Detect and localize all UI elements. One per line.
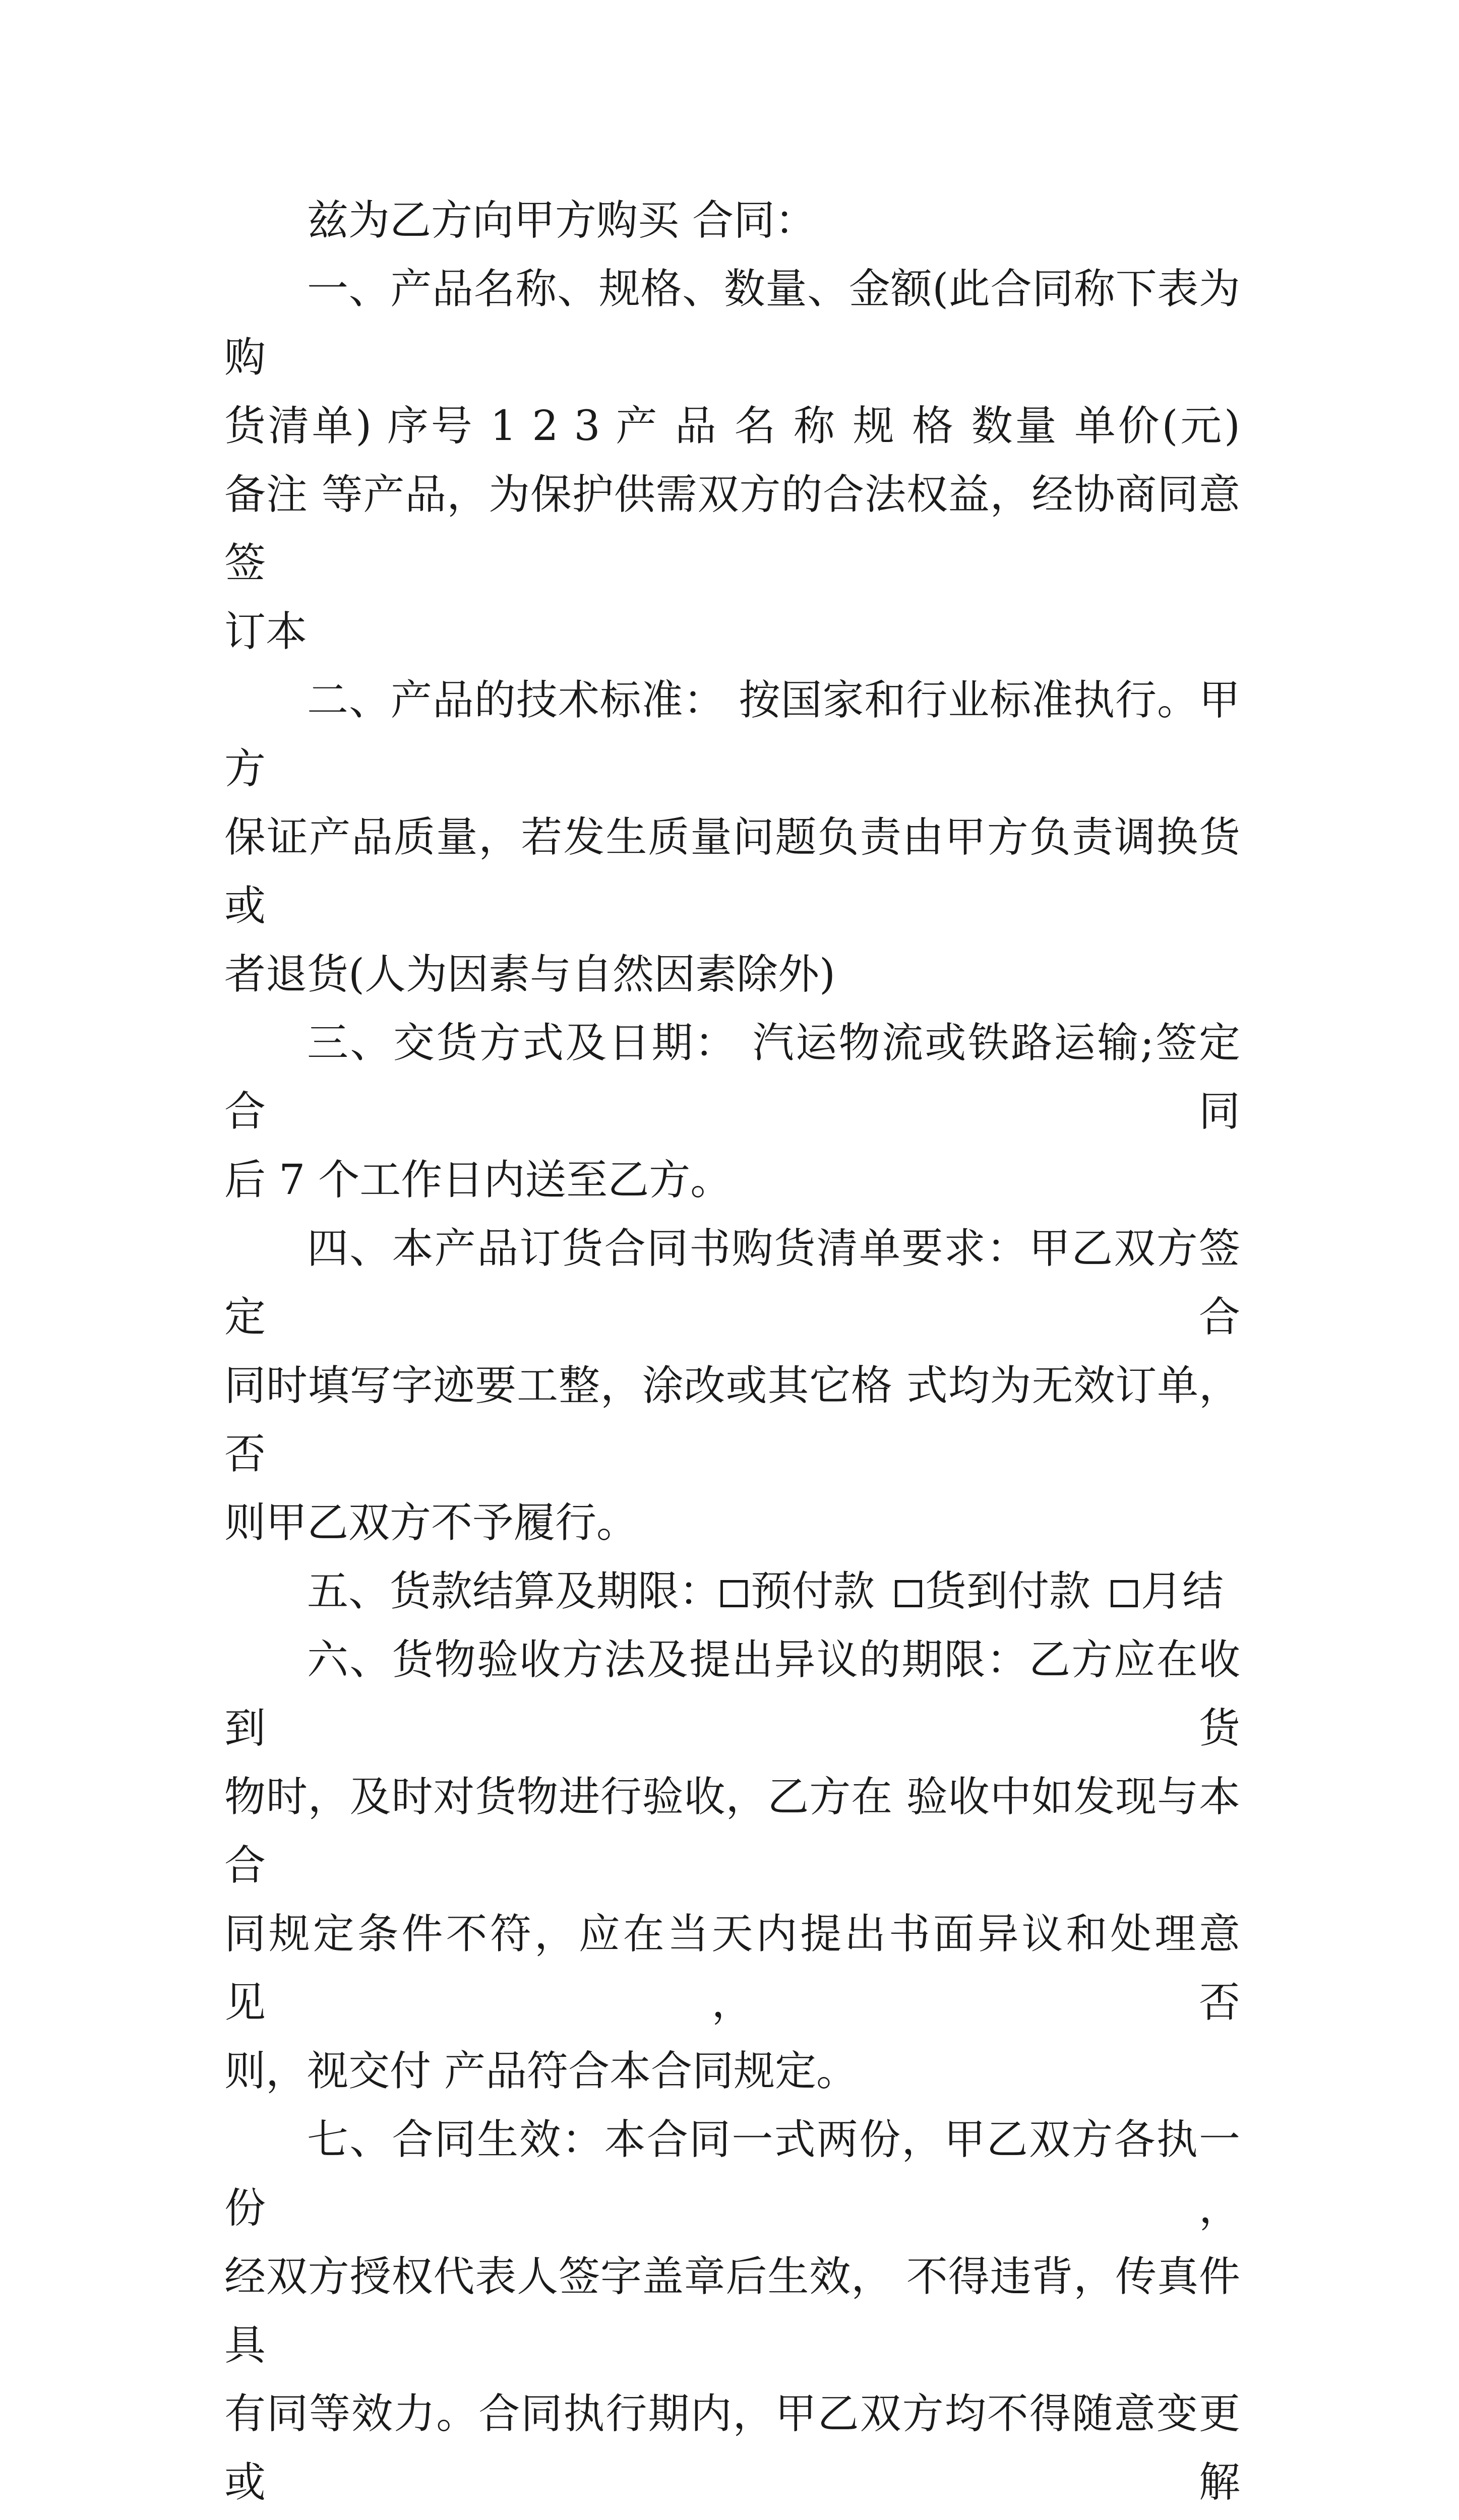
clause-6 (224, 1626, 1240, 2106)
clause-6-line: 同规定条件不符，应在当天内提出书面异议和处理意见，否 (224, 1910, 1240, 2027)
clause-4 (224, 1215, 1240, 1557)
clause-1-line: 货清单) 序号 1 2 3 产 品 名 称 规 格 数量 单价(元) (224, 402, 1240, 450)
clause-4-line: 同时填写字迹要工整，涂改或其它格 式均为无效订单，否 (224, 1362, 1240, 1478)
option-monthly-label: 月结 (1141, 1567, 1224, 1615)
clause-7-line (224, 2517, 1240, 2520)
option-cod-label: 货到付款 (925, 1567, 1091, 1615)
checkbox-cod[interactable] (895, 1580, 922, 1607)
clause-2 (224, 666, 1240, 1009)
clause-7 (224, 2106, 1240, 2520)
option-prepay-label: 预付款 (751, 1567, 875, 1615)
clause-4-line: 则甲乙双方不予履行。 (224, 1499, 638, 1547)
clause-2-line: 者退货(人为因素与自然因素除外) (224, 951, 835, 998)
clause-3 (224, 1009, 1240, 1215)
clause-7-line: 七、合同生效：本合同一式两份，甲乙双方各执一份， (224, 2116, 1240, 2232)
clause-2-line: 保证产品质量，若发生质量问题负责由甲方负责调换货或 (224, 813, 1240, 930)
clause-7-line: 经双方授权代表人签字盖章后生效， 不得违背，传真件具 (224, 2253, 1240, 2369)
checkbox-monthly[interactable] (1111, 1580, 1138, 1607)
clause-1-line: 订本 (224, 608, 308, 656)
clause-3-line: 三、交货方式及日期： 汽运物流或铁路运输;签定合同 (224, 1019, 1240, 1136)
payment-terms-line (224, 1557, 1240, 1626)
contract-body (224, 186, 1240, 2520)
clause-1-line: 一、产品名称、规格、数量、金额(此合同称下表为购 (224, 265, 1240, 382)
clause-7-line: 有同等效力。合同执行期内，甲乙双方均不得随意变更或解 (224, 2390, 1240, 2506)
checkbox-prepay[interactable] (720, 1580, 748, 1607)
clause-2-line: 二、产品的技术标准： 按国家和行业标准执行。甲方 (224, 676, 1240, 793)
clause-1-line: 备注 等产品，为保护供需双方的合法权益，经协商同意签 (224, 471, 1240, 587)
clause-1 (224, 255, 1240, 666)
clause-5 (224, 1557, 1240, 1626)
clause-6-line: 六、货物验收方法及提出异议的期限：乙方应在收到货 (224, 1636, 1240, 1752)
clause-4-line: 四、本产品订货合同书购货清单要求：甲乙双方签定合 (224, 1225, 1240, 1341)
clause-6-line: 物时，及时对货物进行验收，乙方在 验收中如发现与本合 (224, 1773, 1240, 1889)
intro-line: 兹为乙方向甲方购买 合同： (307, 197, 817, 244)
clause-6-line: 则，视交付 产品符合本合同规定。 (224, 2047, 858, 2095)
clause-3-line: 后 7 个工作日内送至乙方。 (224, 1156, 732, 1204)
payment-terms-label: 五、货款结算及期限： (307, 1567, 721, 1615)
